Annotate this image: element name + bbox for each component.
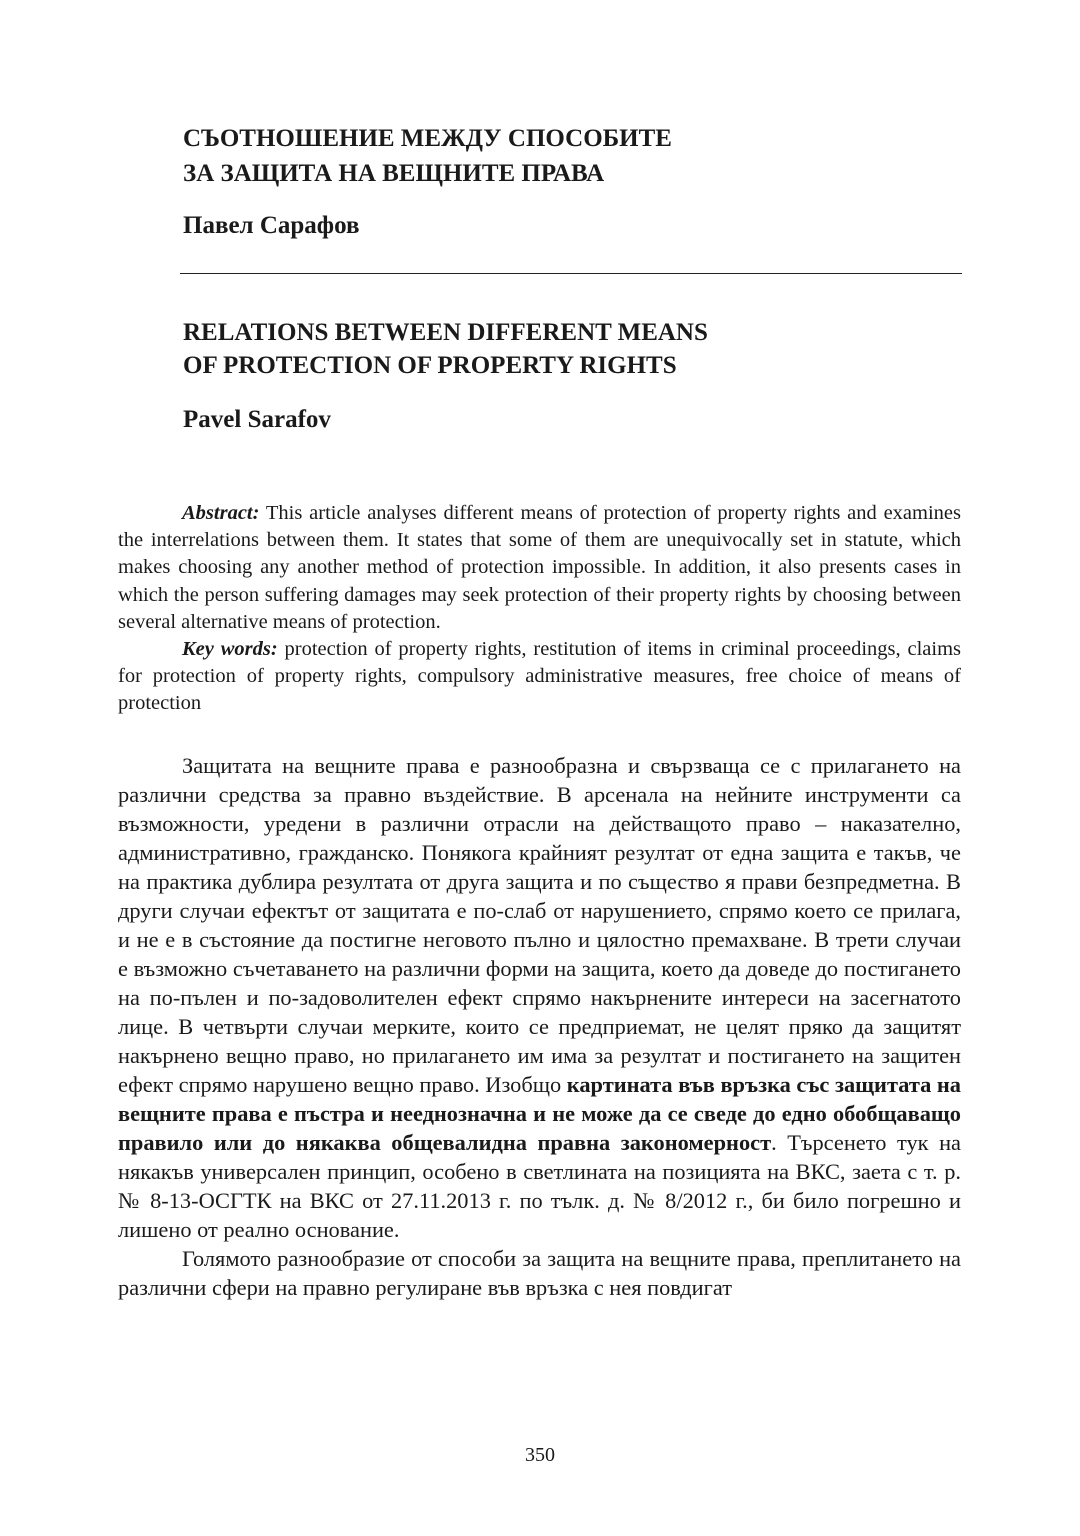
abstract-text: This article analyses different means of protection of property rights and examines the interrelations between them. It states that some of them are unequivocally set in statute, which makes choosing any another method of protection impossible. In addition, it also presents cases in which the person suffering damages may seek protection of their property rights by choosing between several alternative means of protection. bbox=[118, 502, 961, 633]
abstract-label: Abstract: bbox=[182, 502, 260, 524]
bulgarian-author: Павел Сарафов bbox=[183, 212, 360, 239]
english-title-line-2: OF PROTECTION OF PROPERTY RIGHTS bbox=[183, 352, 677, 379]
bulgarian-title bbox=[183, 121, 672, 191]
english-title bbox=[183, 316, 708, 382]
english-title-line-1: RELATIONS BETWEEN DIFFERENT MEANS bbox=[183, 319, 708, 346]
english-author: Pavel Sarafov bbox=[183, 406, 331, 433]
keywords-paragraph bbox=[118, 636, 961, 718]
title-divider bbox=[180, 273, 962, 274]
page-number: 350 bbox=[525, 1444, 555, 1466]
body-text bbox=[118, 751, 961, 1302]
keywords-label: Key words: bbox=[182, 638, 278, 661]
body-paragraph-2: Голямото разнообразие от способи за защита на вещните права, преплитането на различни сфери на правно регулиране във връзка с нея повдигат bbox=[118, 1246, 961, 1300]
abstract-section bbox=[118, 500, 961, 718]
abstract-paragraph bbox=[118, 500, 961, 636]
body-paragraph-1-end: . Търсенето тук на някакъв универсален принцип, особено в светлината на позицията на ВКС, заета с т. р. № 8-13-ОСГТК на ВКС от 27.11.2013 г. по тълк. д. № 8/2012 г., би било погрешно и лишено от реално основание. bbox=[118, 1130, 961, 1242]
keywords-text: protection of property rights, restitution of items in criminal proceedings, claims for protection of property rights, compulsory administrative measures, free choice of means of protection bbox=[118, 638, 962, 715]
bulgarian-title-line-2: ЗА ЗАЩИТА НА ВЕЩНИТЕ ПРАВА bbox=[183, 160, 605, 187]
body-paragraph-1 bbox=[118, 751, 961, 1244]
bulgarian-title-line-1: СЪОТНОШЕНИЕ МЕЖДУ СПОСОБИТЕ bbox=[183, 125, 672, 152]
body-paragraph-1-emphasis: картината във връзка със защитата на вещните права е пъстра и нееднозначна и не може да се сведе до едно обобщаващо правило или до някаква общевалидна правна закономерност bbox=[118, 1072, 961, 1155]
body-paragraph-1-start: Защитата на вещните права е разнообразна и свързваща се с прилагането на различни средства за правно въздействие. В арсенала на нейните инструменти са възможности, уредени в различни отрасли на действащото право – наказателно, административно, гражданско. Понякога крайният резултат от една защита е такъв, че на практика дублира резултата от друга защита и по същество я прави безпредметна. В други случаи ефектът от защитата е по-слаб от нарушението, спрямо което се прилага, и не е в състояние да постигне неговото пълно и цялостно премахване. В трети случаи е възможно съчетаването на различни форми на защита, което да доведе до постигането на по-пълен и по-задоволителен ефект спрямо накърнените интереси на засегнатото лице. В четвърти случаи мерките, които се предприемат, не целят пряко да защитят накърнено вещно право, но прилагането им има за резултат и постигането на защитен ефект спрямо нарушено вещно право. Изобщо bbox=[118, 753, 961, 1097]
